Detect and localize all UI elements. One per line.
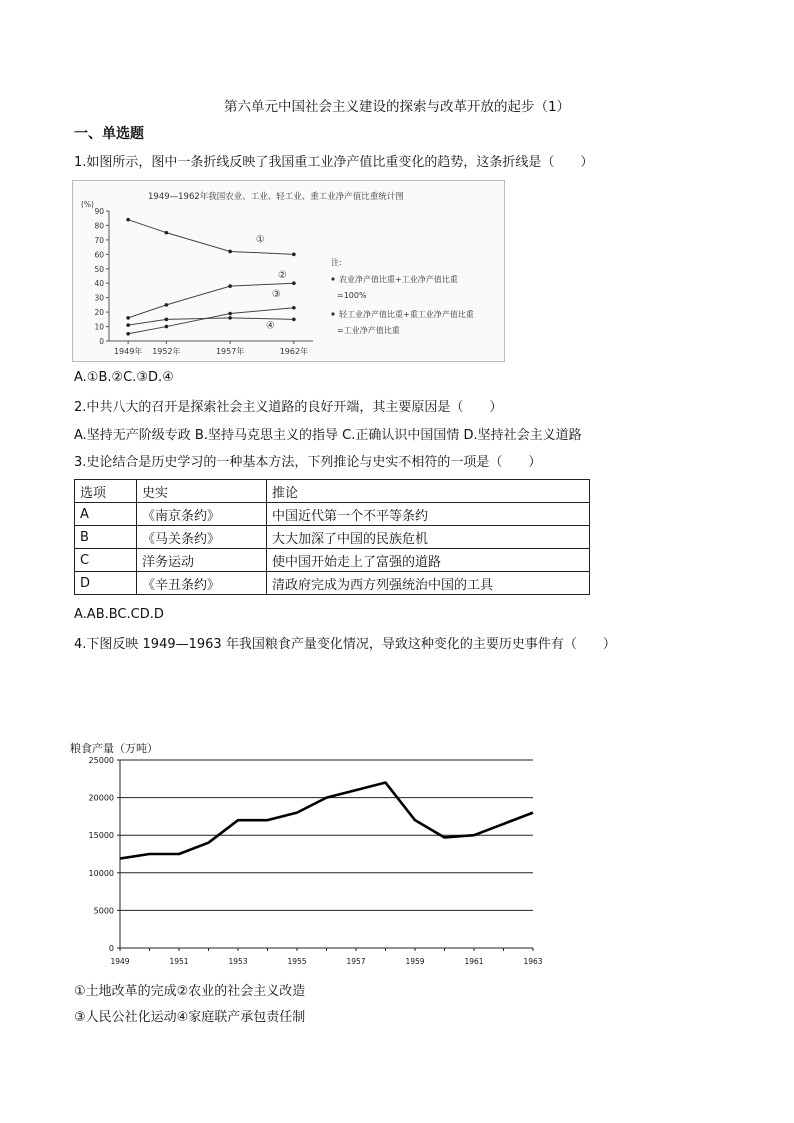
data-point	[292, 281, 296, 285]
figure-net-output-chart	[72, 180, 505, 362]
grain-output-chart	[70, 740, 543, 974]
note-bullet-2	[331, 312, 334, 315]
grain-chart-y-ticks	[89, 756, 120, 953]
x-tick-label: 1961	[464, 957, 484, 966]
y-tick-label: 25000	[88, 756, 114, 765]
y-tick-label: 0	[99, 337, 104, 346]
data-point	[126, 316, 130, 320]
x-tick-label: 1949年	[113, 347, 143, 356]
data-point	[165, 325, 169, 329]
table-cell: 《辛丑条约》	[137, 572, 267, 595]
section-heading: 一、单选题	[74, 126, 144, 142]
note-title: 注:	[331, 258, 342, 267]
grain-chart-x-ticks	[110, 948, 542, 966]
x-tick-label: 1949	[110, 957, 130, 966]
series-label: ②	[277, 270, 287, 282]
table-cell: D	[75, 572, 137, 595]
y-tick-label: 70	[94, 235, 104, 245]
data-point	[165, 231, 169, 235]
grain-series-line	[120, 783, 533, 859]
table-cell: 中国近代第一个不平等条约	[267, 503, 590, 526]
data-point	[126, 218, 130, 222]
series-label: ④	[265, 320, 275, 332]
question-4-events-line-2: ③人民公社化运动④家庭联产承包责任制	[74, 1010, 306, 1025]
history-table	[74, 479, 590, 595]
y-tick-label: 90	[94, 207, 104, 216]
data-point	[228, 316, 232, 320]
y-tick-label: 5000	[93, 906, 114, 916]
x-tick-label: 1963	[523, 957, 543, 966]
y-tick-label: 10	[94, 322, 104, 332]
series-line-2	[128, 283, 294, 318]
series-label: ③	[271, 288, 281, 300]
table-cell: 《南京条约》	[137, 503, 267, 526]
y-tick-label: 30	[94, 293, 104, 303]
question-3-stem: 3.史论结合是历史学习的一种基本方法，下列推论与史实不相符的一项是（ ）	[74, 455, 542, 470]
table-row	[75, 572, 590, 595]
data-point	[228, 250, 232, 254]
y-tick-label: 50	[94, 264, 104, 274]
question-1-stem: 1.如图所示，图中一条折线反映了我国重工业净产值比重变化的趋势，这条折线是（ ）	[74, 155, 594, 170]
note-line-2a: 轻工业净产值比重+重工业净产值比重	[339, 310, 474, 319]
grain-output-svg	[70, 740, 543, 970]
x-tick-label: 1952年	[152, 347, 181, 356]
table-row	[75, 549, 590, 572]
figure-x-ticks	[114, 341, 308, 356]
y-tick-label: 60	[94, 250, 104, 260]
grain-chart-y-label: 粮食产量（万吨）	[70, 742, 158, 755]
data-point	[292, 306, 296, 310]
figure-line-labels	[256, 234, 287, 331]
data-point	[165, 318, 169, 322]
figure-y-unit: (%)	[81, 200, 94, 209]
table-cell: A	[75, 503, 137, 526]
y-tick-label: 20	[94, 308, 104, 318]
data-point	[292, 253, 296, 257]
table-header-row	[75, 480, 590, 503]
note-line-2b: =工业净产值比重	[337, 326, 400, 335]
data-point	[292, 318, 296, 322]
y-tick-label: 10000	[88, 868, 114, 878]
x-tick-label: 1962年	[279, 347, 309, 356]
note-bullet-1	[331, 277, 334, 280]
note-line-1a: 农业净产值比重+工业净产值比重	[339, 275, 458, 284]
x-tick-label: 1957年	[215, 347, 245, 356]
table-cell: 使中国开始走上了富强的道路	[267, 549, 590, 572]
figure-title: 1949—1962年我国农业、工业、轻工业、重工业净产值比重统计图	[148, 192, 404, 202]
table-row	[75, 526, 590, 549]
figure-net-output-svg	[73, 181, 504, 361]
question-4-events-line-1: ①土地改革的完成②农业的社会主义改造	[74, 984, 306, 999]
y-tick-label: 20000	[88, 793, 114, 803]
x-tick-label: 1957	[346, 957, 366, 966]
question-4-stem: 4.下图反映 1949—1963 年我国粮食产量变化情况，导致这种变化的主要历史事件有（ ）	[74, 637, 616, 652]
figure-lines	[126, 218, 295, 336]
table-cell: 清政府完成为西方列强统治中国的工具	[267, 572, 590, 595]
table-cell: C	[75, 549, 137, 572]
x-tick-label: 1953	[228, 957, 248, 966]
y-tick-label: 40	[94, 279, 104, 289]
data-point	[126, 332, 130, 336]
table-header-cell: 史实	[137, 480, 267, 503]
data-point	[228, 312, 232, 316]
data-point	[228, 284, 232, 288]
x-tick-label: 1951	[169, 957, 189, 966]
table-cell: 大大加深了中国的民族危机	[267, 526, 590, 549]
table-cell: 《马关条约》	[137, 526, 267, 549]
y-tick-label: 15000	[88, 831, 114, 841]
figure-y-ticks	[94, 207, 109, 346]
table-header-cell: 选项	[75, 480, 137, 503]
x-tick-label: 1959	[405, 957, 425, 966]
x-tick-label: 1955	[287, 957, 307, 966]
table-header-cell: 推论	[267, 480, 590, 503]
note-line-1b: =100%	[337, 291, 367, 300]
question-2-options: A.坚持无产阶级专政 B.坚持马克思主义的指导 C.正确认识中国国情 D.坚持社会主义道路	[74, 428, 582, 443]
series-line-1	[128, 220, 294, 255]
data-point	[165, 303, 169, 307]
table-cell: 洋务运动	[137, 549, 267, 572]
series-label: ①	[255, 234, 265, 246]
data-point	[126, 323, 130, 327]
table-row	[75, 503, 590, 526]
question-3-options: A.AB.BC.CD.D	[74, 607, 164, 622]
question-1-options: A.①B.②C.③D.④	[74, 370, 174, 385]
table-cell: B	[75, 526, 137, 549]
y-tick-label: 80	[94, 221, 104, 231]
grain-chart-series	[120, 783, 533, 859]
y-tick-label: 0	[108, 944, 114, 953]
page-title: 第六单元中国社会主义建设的探索与改革开放的起步（1）	[223, 99, 571, 115]
question-2-stem: 2.中共八大的召开是探索社会主义道路的良好开端，其主要原因是（ ）	[74, 400, 503, 415]
